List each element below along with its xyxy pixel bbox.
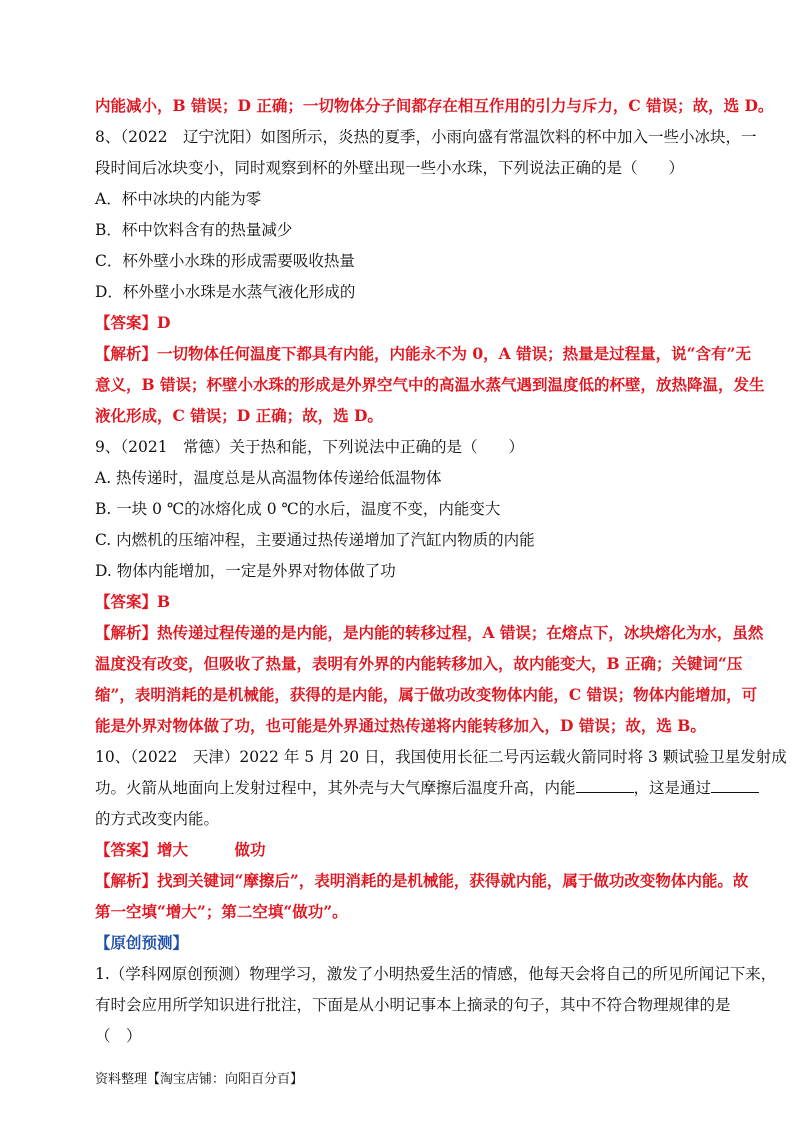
fill-blank-2 bbox=[711, 778, 759, 793]
question-8-stem-line1: 8、（2022 辽宁沈阳）如图所示，炎热的夏季，小雨向盛有常温饮料的杯中加入一些小冰块，一 bbox=[95, 128, 757, 146]
question-9-explanation-line2: 温度没有改变，但吸收了热量，表明有外界的内能转移加入，故内能变大，B 正确；关键词“压 bbox=[95, 654, 743, 673]
fill-blank-1 bbox=[576, 778, 634, 793]
question-8-answer: 【答案】D bbox=[95, 313, 171, 332]
question-9-answer: 【答案】B bbox=[95, 592, 171, 611]
question-10-text-a: 功。火箭从地面向上发射过程中，其外壳与大气摩擦后温度升高，内能 bbox=[95, 779, 576, 797]
question-10-explanation-line2: 第一空填“增大”；第二空填“做功”。 bbox=[95, 902, 348, 921]
question-10-stem-line1: 10、（2022 天津）2022 年 5 月 20 日，我国使用长征二号丙运载火箭同时将 3 颗试验卫星发射成 bbox=[95, 748, 787, 766]
question-10-explanation-line1: 【解析】找到关键词“摩擦后”，表明消耗的是机械能，获得就内能，属于做功改变物体内能。故 bbox=[95, 871, 749, 890]
question-9-explanation-line3: 缩”，表明消耗的是机械能，获得的是内能，属于做功改变物体内能，C 错误；物体内能增加，可 bbox=[95, 685, 758, 704]
section-title-original-prediction: 【原创预测】 bbox=[95, 933, 189, 952]
question-8-option-d: D．杯外壁小水珠是水蒸气液化形成的 bbox=[95, 283, 356, 301]
prediction-1-stem-line3: （ ） bbox=[95, 1027, 142, 1045]
question-9-option-b: B. 一块 0 ℃的冰熔化成 0 ℃的水后，温度不变，内能变大 bbox=[95, 500, 501, 518]
question-10-stem-line2 bbox=[95, 778, 759, 798]
prev-explanation-tail: 内能减小，B 错误；D 正确；一切物体分子间都存在相互作用的引力与斥力，C 错误；故，选 D。 bbox=[95, 96, 774, 115]
question-9-option-c: C. 内燃机的压缩冲程，主要通过热传递增加了汽缸内物质的内能 bbox=[95, 531, 535, 549]
question-8-explanation-line2: 意义，B 错误；杯壁小水珠的形成是外界空气中的高温水蒸气遇到温度低的杯壁，放热降温，发生 bbox=[95, 375, 765, 394]
question-10-text-b: ，这是通过 bbox=[633, 779, 712, 797]
question-8-option-b: B．杯中饮料含有的热量减少 bbox=[95, 221, 293, 239]
question-8-option-a: A．杯中冰块的内能为零 bbox=[95, 190, 262, 208]
question-10-answer: 【答案】增大 做功 bbox=[95, 840, 266, 859]
prediction-1-stem-line1: 1.（学科网原创预测）物理学习，激发了小明热爱生活的情感，他每天会将自己的所见所闻记下来， bbox=[95, 965, 777, 983]
question-9-stem: 9、（2021 常德）关于热和能，下列说法中正确的是（ ） bbox=[95, 438, 525, 456]
question-10-stem-line3: 的方式改变内能。 bbox=[95, 810, 220, 828]
question-8-explanation-line3: 液化形成，C 错误；D 正确；故，选 D。 bbox=[95, 406, 383, 425]
question-8-explanation-line1: 【解析】一切物体任何温度下都具有内能，内能永不为 0，A 错误；热量是过程量，说“含有”无 bbox=[95, 344, 751, 363]
prediction-1-stem-line2: 有时会应用所学知识进行批注，下面是从小明记事本上摘录的句子，其中不符合物理规律的是 bbox=[95, 996, 731, 1014]
question-9-explanation-line1: 【解析】热传递过程传递的是内能，是内能的转移过程，A 错误；在熔点下，冰块熔化为水，虽然 bbox=[95, 623, 764, 642]
question-8-option-c: C．杯外壁小水珠的形成需要吸收热量 bbox=[95, 252, 355, 270]
question-9-option-d: D. 物体内能增加，一定是外界对物体做了功 bbox=[95, 562, 396, 580]
question-9-explanation-line4: 能是外界对物体做了功，也可能是外界通过热传递将内能转移加入，D 错误；故，选 B。 bbox=[95, 716, 706, 735]
question-8-stem-line2: 段时间后冰块变小，同时观察到杯的外壁出现一些小水珠，下列说法正确的是（ ） bbox=[95, 159, 685, 177]
page-footer: 资料整理【淘宝店铺：向阳百分百】 bbox=[95, 1072, 304, 1087]
question-9-option-a: A. 热传递时，温度总是从高温物体传递给低温物体 bbox=[95, 469, 442, 487]
